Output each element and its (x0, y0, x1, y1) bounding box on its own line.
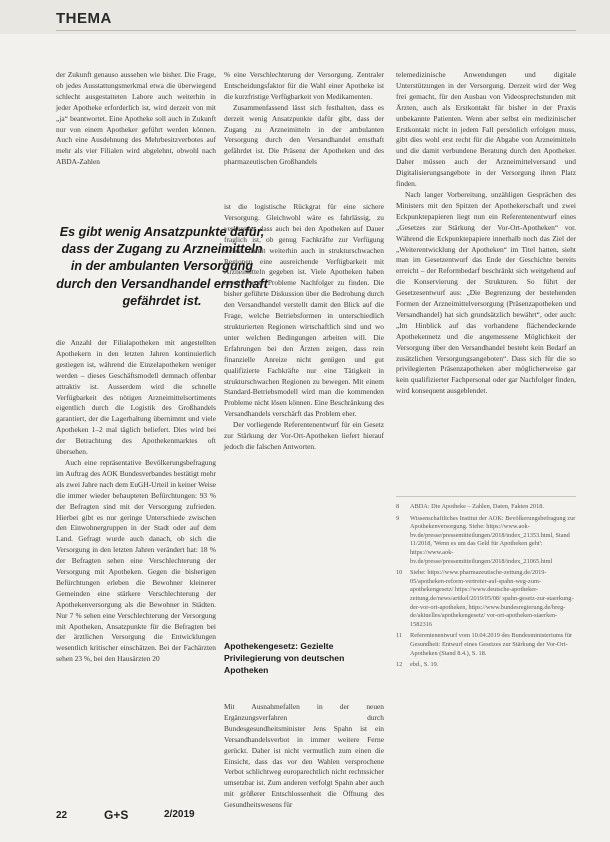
reference-number: 9 (396, 514, 400, 522)
paragraph: Nach langer Vorbereitung, unzähligen Gesprächen des Ministers mit den Spitzen der Apothekerschaft und zwei Eckpunktepapieren liegt nun ein Referentenentwurf eines „Gesetzes zur Stärkung der Vor-Ort-Apotheken“ vor. Während die Eckpunktepapiere innerhalb noch das Ziel der „Weiterentwicklung der Apotheken“ im Titel hatten, sieht man im Gesetzentwurf das Ende der Geschichte bereits erreicht – der Reformbedarf beschränkt sich weitgehend auf die Konservierung der Strukturen. So führt der Gesetzesentwurf aus: „Die Begrenzung der bestehenden Formen der Arzneimittelversorgung (Präsenzapotheken und Versandhandel) hat sich grundsätzlich bewährt“, oder auch: „Im Hinblick auf das vorhandene flächendeckende Apothekennetz und die angemessene Möglichkeit der Versorgung über den Versandhandel besteht kein Bedarf an zusätzlichen Versorgungsangeboten“. Dass sich für die so privilegierten Präsenzapotheken aber möglicherweise gar kein qualifizierter Fachpersonal oder gar Nachfolger finden, wird konsequent ausgeblendet. (396, 189, 576, 396)
paragraph: die Anzahl der Filialapotheken mit angestellten Apothekern in den letzten Jahren kontinuierlich gestiegen ist, während die Einzelapotheken weniger werden – dieses Geschäftsmodell demnach offenbar attraktiv ist. Ausserdem wird die schnelle Verfügbarkeit des nötigen Arzneimittelsortiments eigentlich durch die Logistik des Großhandels garantiert, der die Lagerhaltung übernimmt und viele Apotheken 1–2 mal täglich beliefert. Dies wird bei der Betrachtung des Apothekenmarktes oft übersehen. (56, 338, 216, 457)
reference-text: Referentenentwurf vom 10.04.2019 des Bundesministeriums für Gesundheit: Entwurf eines Gesetzes zur Stärkung der Vor-Ort-Apotheken (Stand 8.4.), S. 18. (410, 632, 573, 657)
paragraph: telemedizinische Anwendungen und digitale Unterstützungen in der Versorgung. Derzeit wird der Weg frei gemacht, für den Ausbau von Videosprechstunden mit Ärzten, auch als Erstkontakt für bisher in der Praxis unbekannte Patienten. Wenn aber selbst ein medizinischer Erstkontakt nicht in jedem Fall persönlich erfolgen muss, gibt dies wohl erst recht für die Abgabe von Arzneimitteln und die damit verbundene Beratung durch den Apotheker. Daher müssen auch der Arzneimittelversand und Digitalisierungsangebote in der Versorgung ihren Platz finden. (396, 70, 576, 189)
paragraph: % eine Verschlechterung der Versorgung. Zentraler Entscheidungsfaktor für die Wahl einer Apotheke ist die kurzfristige Verfügbarkeit von Medikamenten. (224, 70, 384, 101)
column-3 (396, 70, 576, 488)
reference-text: ebd., S. 19. (410, 661, 439, 669)
reference-text: Wissenschaftliches Institut der AOK: Bevölkerungsbefragung zur Apothekenversorgung. Siehe: https://www.aok-bv.de/presse/pressemitteilungen/2018/index_21353.html, Stand 11/2018, 'Wenn es um das Geld für Apotheken geht': https://www.aok-bv.de/presse/pressemitteilungen/2018/index_21065.html (410, 514, 576, 565)
column-2-top (224, 70, 384, 192)
page-number: 22 (56, 810, 68, 821)
section-label: THEMA (56, 10, 112, 27)
sub-heading: Apothekengesetz: Gezielte Privilegierung von deutschen Apotheken (224, 641, 345, 675)
reference-number: 8 (396, 503, 400, 510)
reference-item (396, 515, 576, 567)
paragraph: der Zukunft genauso aussehen wie bisher. Die Frage, ob jedes Ausstattungsmerkmal etwa die überwiegend schlecht ausgestatteten Labore auch weiterhin in jeder Apotheke erforderlich ist, wird derzeit von mit „ja“ beantwortet. Eine Apotheke soll auch in Zukunft nur von einem Apotheker geführt werden können. Auch eine Ausdehnung des Mehrbesitzverbotes auf mehr als vier Filialen wird abgelehnt, obwohl nach ABDA-Zahlen (56, 70, 216, 167)
column-1-top (56, 70, 216, 210)
issue-number: 2/2019 (164, 809, 195, 820)
paragraph: Auch eine repräsentative Bevölkerungsbefragung im Auftrag des AOK Bundesverbandes bestätigt mehr als zwei Jahre nach dem EuGH-Urteil in keiner Weise die immer wieder behaupteten Befürchtungen: 93 % der Befragten sind mit der Versorgung zufrieden. Hierbei gibt es nur geringe Unterschiede zwischen den Einwohnergruppen in der Stadt oder auf dem Land. Gefragt wurde auch danach, ob sich die Versorgung in den letzten Jahren verändert hat: 18 % der Befragten sehen eine Verschlechterung der Versorgung mit Apotheken. Gegen die bisherigen Befürchtungen erleben die Bewohner kleinerer Gemeinden eine stärkere Verschlechterung der Apothekenversorgung als die Bewohner in Städten. Nur 7 % sehen eine Verschlechterung der Versorgung mit Apotheken, Ansatzpunkte für die Befragten bei der ärztlichen Versorgung die Entwicklungen wesentlich kritischer einschätzen. Bei der Fachärzten sehen 23 %, bei den Hausärzten 20 (56, 457, 216, 664)
column-2-bottom (224, 702, 384, 810)
journal-name: G+S (104, 808, 129, 822)
reference-number: 12 (396, 661, 403, 669)
reference-number: 11 (396, 632, 403, 640)
paragraph: Mit Ausnahmefallen in der neuen Ergänzungsverfahren durch Bundesgesundheitsminister Jens Spahn ist ein Versandhandelsverbot in immer weitere Ferne gerückt. Daher ist nicht vermutlich zum einen die Einsicht, dass das vor den Wahlen versprochene Verbot schlichtweg europarechtlich nicht rechtssicher umsetzbar ist. Zum anderen verfolgt Spahn aber auch mit größerer Entschlossenheit die Öffnung des Gesundheitswesens für (224, 702, 384, 810)
reference-item (396, 632, 576, 658)
page-footer (56, 806, 576, 826)
paragraph: Zusammenfassend lässt sich festhalten, dass es derzeit wenig Ansatzpunkte dafür gibt, dass der Zugang zu Arzneimitteln in der ambulanten Versorgung durch den Versandhandel ernsthaft gefährdet ist. Die Präsenz der Apotheken und des pharmazeutischen Großhandels (224, 102, 384, 167)
reference-text: ABDA: Die Apotheke – Zahlen, Daten, Fakten 2018. (410, 503, 544, 510)
reference-text: Siehe: https://www.pharmazeutische-zeitung.de/2019-05/apotheken-reform-vertreter-auf-spahn-weg-zum-apothekengesetz/ https://www.deutsche-apotheker-zeitung.de/news/artikel/2019/05/08/ spahn-gesetz-zur-staerkung-der-vor-ort-apotheken, https://www.bundesregierung.de/breg-de/aktuelles/apothekengesetz/ vor-ort-apotheken-staerken-1582316 (410, 569, 574, 628)
reference-item (396, 503, 576, 512)
reference-item (396, 569, 576, 629)
references (396, 496, 576, 673)
reference-number: 10 (396, 569, 403, 577)
header-rule (56, 30, 576, 31)
column-2-main (224, 202, 384, 602)
paragraph: ist die logistische Rückgrat für eine sichere Versorgung. Gleichwohl wäre es fahrlässig, zu verkennen, dass auch bei den Apotheken auf Dauer fraglich ist, ob genug Fachkräfte zur Verfügung stehen, damit weiterhin auch in strukturschwachen Regionen eine ausreichende Verfügbarkeit mit Arzneimitteln gegeben ist. Viele Apotheken haben bereits heute Probleme Nachfolger zu finden. Die bisher geführte Diskussion über die Bedrohung durch den Versandhandel verstellt damit den Blick auf die Frage, welche Betriebsformen in unterschiedlich strukturierten Regionen wirtschaftlich sind und wo unter welchen Bedingungen arbeiten will. Die Erfahrungen bei den Ärzten zeigen, dass rein finanzielle Anreize nicht genügen und gut qualifizierte Fachkräfte nur eine Tätigkeit in strukturschwachen Regionen zu bewegen. Mit einem Standard-Betriebsmodell wird man die kommenden Probleme nicht lösen können. Eine Beschränkung des Versandhandels verschärft das Problem eher. (224, 202, 384, 419)
reference-item (396, 661, 576, 670)
paragraph: Der vorliegende Referentenentwurf für ein Gesetz zur Stärkung der Vor-Ort-Apotheken liefert hierauf jedoch die falschen Antworten. (224, 420, 384, 451)
pull-quote: Es gibt wenig Ansatzpunkte dafür, dass der Zugang zu Arzneimitteln in der ambulanten Versorgung durch den Versandhandel ernsthaft gefährdet ist. (56, 224, 268, 310)
column-1-bottom (56, 338, 216, 798)
